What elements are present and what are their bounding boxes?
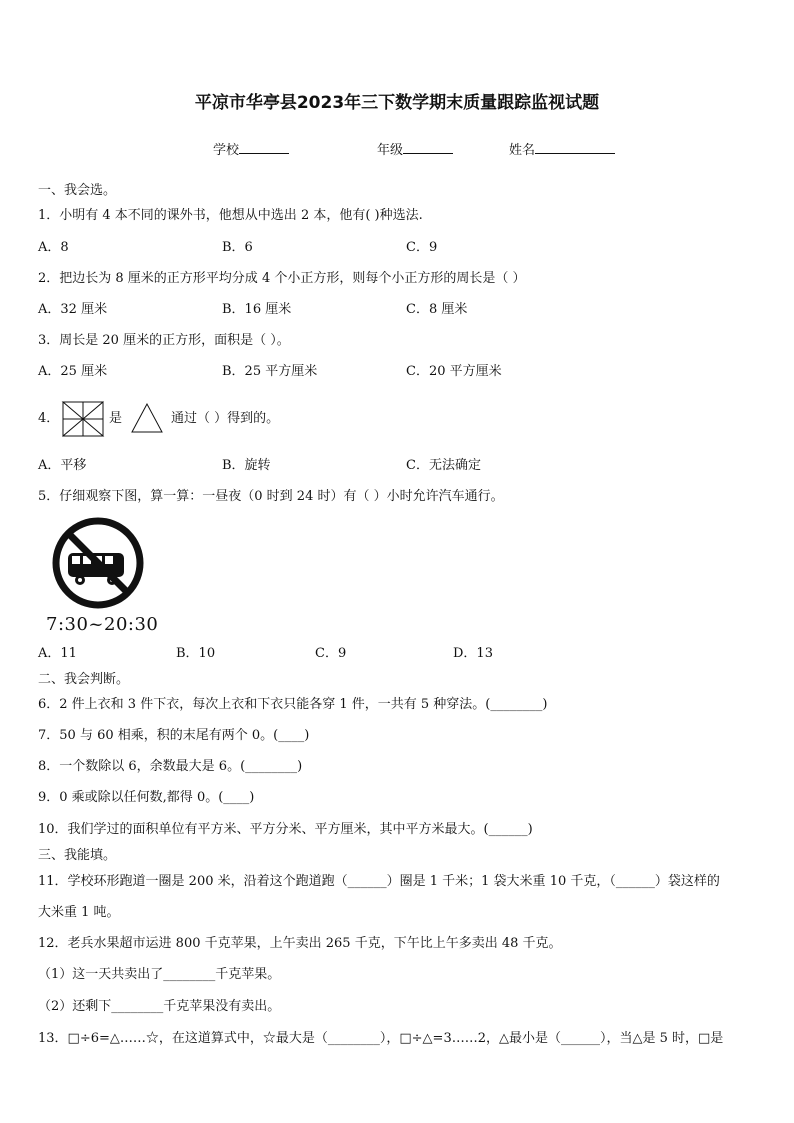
- option-b[interactable]: B．16 厘米: [222, 302, 292, 317]
- option-a[interactable]: A．11: [38, 646, 77, 661]
- question-9: 9．0 乘或除以任何数,都得 0。(____): [38, 790, 255, 805]
- name-field: [509, 141, 615, 159]
- option-b[interactable]: B．6: [222, 240, 253, 255]
- option-a[interactable]: A．8: [38, 240, 69, 255]
- option-a[interactable]: A．平移: [38, 458, 87, 473]
- question-12: 12．老兵水果超市运进 800 千克苹果，上午卖出 265 千克，下午比上午多卖出 48 千克。: [38, 936, 562, 951]
- sign-time-range: 7:30~20:30: [46, 614, 159, 635]
- option-b[interactable]: B．25 平方厘米: [222, 364, 318, 379]
- option-c[interactable]: C．无法确定: [406, 458, 481, 473]
- school-field: [213, 141, 289, 159]
- question-6: 6．2 件上衣和 3 件下衣，每次上衣和下衣只能各穿 1 件，一共有 5 种穿法。(________): [38, 697, 548, 712]
- option-b[interactable]: B．10: [176, 646, 216, 661]
- option-d[interactable]: D．13: [453, 646, 493, 661]
- grade-field: [377, 141, 453, 159]
- question-8: 8．一个数除以 6，余数最大是 6。(________): [38, 759, 303, 774]
- question-5: 5．仔细观察下图，算一算：一昼夜（0 时到 24 时）有（ ）小时允许汽车通行。: [38, 489, 504, 504]
- question-1: 1．小明有 4 本不同的课外书，他想从中选出 2 本，他有( )种选法.: [38, 208, 423, 223]
- pinwheel-figure: [61, 400, 105, 438]
- question-4-number: 4．: [38, 411, 60, 426]
- question-11-line-2: 大米重 1 吨。: [38, 905, 120, 920]
- question-7: 7．50 与 60 相乘，积的末尾有两个 0。(____): [38, 728, 310, 743]
- option-c[interactable]: C．9: [315, 646, 347, 661]
- option-c[interactable]: C．9: [406, 240, 438, 255]
- option-b[interactable]: B．旋转: [222, 458, 271, 473]
- section-heading-3: 三、我能填。: [38, 848, 117, 863]
- school-label: 学校: [213, 143, 240, 158]
- question-4-mid: 是: [109, 411, 123, 426]
- name-label: 姓名: [509, 143, 536, 158]
- question-13: 13．□÷6=△……☆，在这道算式中，☆最大是（________），□÷△=3……2，△最小是（______），当△是 5 时，□是: [38, 1031, 724, 1046]
- option-a[interactable]: A．32 厘米: [38, 302, 108, 317]
- option-a[interactable]: A．25 厘米: [38, 364, 108, 379]
- section-heading-1: 一、我会选。: [38, 183, 117, 198]
- grade-blank[interactable]: [403, 141, 453, 154]
- section-heading-2: 二、我会判断。: [38, 672, 130, 687]
- question-3: 3．周长是 20 厘米的正方形，面积是（ ）。: [38, 333, 290, 348]
- question-11-line-1: 11．学校环形跑道一圈是 200 米，沿着这个跑道跑（______）圈是 1 千米；1 袋大米重 10 千克，（______）袋这样的: [38, 874, 720, 889]
- triangle-figure: [130, 402, 164, 434]
- school-blank[interactable]: [239, 141, 289, 154]
- question-12-part-1: （1）这一天共卖出了________千克苹果。: [38, 967, 281, 982]
- no-bus-sign-icon: [51, 516, 145, 610]
- page-title: 平凉市华亭县2023年三下数学期末质量跟踪监视试题: [194, 93, 600, 113]
- grade-label: 年级: [377, 143, 404, 158]
- name-blank[interactable]: [535, 141, 615, 154]
- question-10: 10．我们学过的面积单位有平方米、平方分米、平方厘米，其中平方米最大。(______): [38, 822, 533, 837]
- question-4-end: 通过（ ）得到的。: [171, 411, 280, 426]
- option-c[interactable]: C．8 厘米: [406, 302, 468, 317]
- question-12-part-2: （2）还剩下________千克苹果没有卖出。: [38, 999, 281, 1014]
- option-c[interactable]: C．20 平方厘米: [406, 364, 502, 379]
- question-2: 2．把边长为 8 厘米的正方形平均分成 4 个小正方形，则每个小正方形的周长是（ ）: [38, 271, 526, 286]
